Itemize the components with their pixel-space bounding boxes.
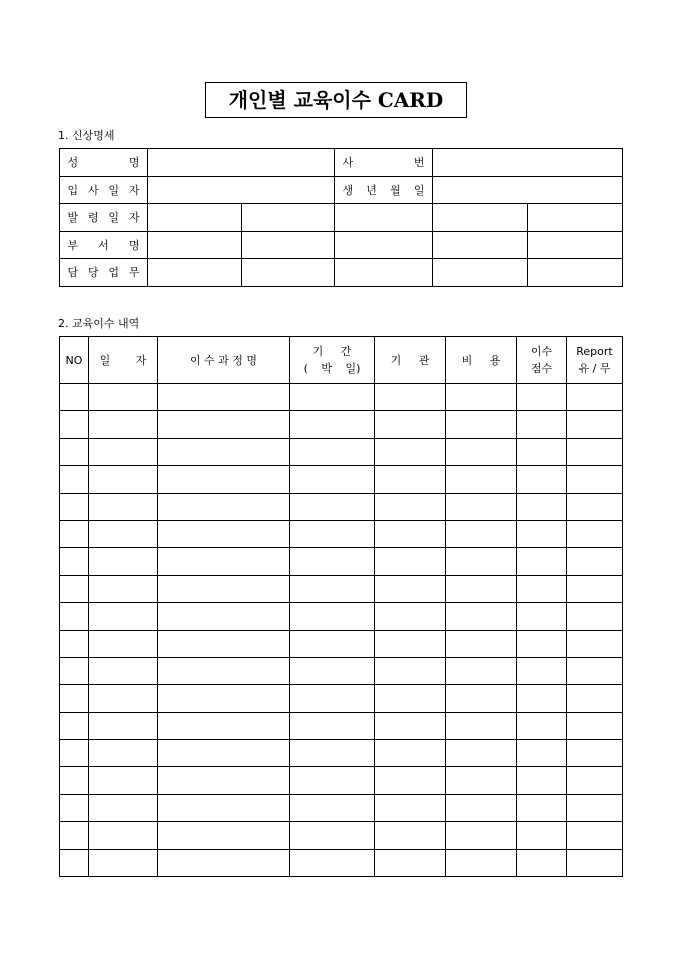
date-cell[interactable] (89, 603, 158, 630)
table-row (60, 685, 623, 712)
table-row (60, 520, 623, 547)
table-row (60, 657, 623, 684)
course-cell[interactable] (158, 466, 290, 493)
no-cell[interactable] (60, 438, 89, 465)
period-cell[interactable] (290, 740, 375, 767)
cell[interactable] (528, 204, 623, 232)
institution-cell[interactable] (375, 411, 446, 438)
score-cell[interactable] (517, 520, 567, 547)
table-row (60, 466, 623, 493)
score-cell[interactable] (517, 630, 567, 657)
period-cell[interactable] (290, 384, 375, 411)
table-row (60, 231, 623, 259)
no-cell[interactable] (60, 657, 89, 684)
institution-cell[interactable] (375, 849, 446, 876)
institution-cell[interactable] (375, 740, 446, 767)
score-cell[interactable] (517, 438, 567, 465)
institution-cell[interactable] (375, 520, 446, 547)
col-header-report (567, 337, 623, 384)
cost-cell[interactable] (446, 767, 517, 794)
period-cell[interactable] (290, 767, 375, 794)
institution-cell[interactable] (375, 657, 446, 684)
cell[interactable] (242, 259, 335, 287)
col-header-course: 이 수 과 정 명 (158, 337, 290, 384)
cost-cell[interactable] (446, 520, 517, 547)
cell[interactable] (528, 231, 623, 259)
label-appointment-date: 발 령 일 자 (67, 211, 140, 225)
date-cell[interactable] (89, 575, 158, 602)
cost-cell[interactable] (446, 740, 517, 767)
score-cell[interactable] (517, 466, 567, 493)
no-cell[interactable] (60, 520, 89, 547)
cost-cell[interactable] (446, 438, 517, 465)
no-cell[interactable] (60, 630, 89, 657)
no-cell[interactable] (60, 822, 89, 849)
period-cell[interactable] (290, 849, 375, 876)
table-row (60, 603, 623, 630)
institution-cell[interactable] (375, 575, 446, 602)
table-row (60, 384, 623, 411)
no-cell[interactable] (60, 575, 89, 602)
table-row (60, 204, 623, 232)
score-cell[interactable] (517, 575, 567, 602)
cost-cell[interactable] (446, 657, 517, 684)
course-cell[interactable] (158, 712, 290, 739)
cost-cell[interactable] (446, 712, 517, 739)
section-heading-education: 2. 교육이수 내역 (58, 317, 140, 330)
score-cell[interactable] (517, 548, 567, 575)
cost-cell[interactable] (446, 794, 517, 821)
institution-cell[interactable] (375, 767, 446, 794)
col-header-period (290, 337, 375, 384)
period-cell[interactable] (290, 466, 375, 493)
report-cell[interactable] (567, 657, 623, 684)
report-cell[interactable] (567, 466, 623, 493)
label-birth-date: 생 년 월 일 (342, 183, 425, 197)
report-cell[interactable] (567, 548, 623, 575)
report-cell[interactable] (567, 740, 623, 767)
report-label-bottom: 유 / 무 (578, 362, 611, 375)
table-row (60, 575, 623, 602)
cost-cell[interactable] (446, 822, 517, 849)
course-cell[interactable] (158, 575, 290, 602)
period-cell[interactable] (290, 493, 375, 520)
table-header-row (60, 337, 623, 384)
report-cell[interactable] (567, 411, 623, 438)
table-row (60, 411, 623, 438)
period-unit-label: ( 박 일) (303, 362, 361, 375)
report-cell[interactable] (567, 575, 623, 602)
cost-cell[interactable] (446, 384, 517, 411)
cost-cell[interactable] (446, 411, 517, 438)
cost-cell[interactable] (446, 548, 517, 575)
table-row (60, 822, 623, 849)
cost-cell[interactable] (446, 575, 517, 602)
date-cell[interactable] (89, 548, 158, 575)
course-cell[interactable] (158, 685, 290, 712)
cost-cell[interactable] (446, 466, 517, 493)
report-cell[interactable] (567, 520, 623, 547)
cell[interactable] (148, 204, 242, 232)
table-row (60, 149, 623, 177)
score-cell[interactable] (517, 603, 567, 630)
date-cell[interactable] (89, 384, 158, 411)
cell[interactable] (528, 259, 623, 287)
score-cell[interactable] (517, 849, 567, 876)
cost-cell[interactable] (446, 493, 517, 520)
period-cell[interactable] (290, 822, 375, 849)
date-cell[interactable] (89, 520, 158, 547)
label-employee-no: 사 번 (342, 156, 425, 170)
cell[interactable] (433, 231, 528, 259)
table-row (60, 794, 623, 821)
course-cell[interactable] (158, 520, 290, 547)
table-row (60, 630, 623, 657)
score-cell[interactable] (517, 712, 567, 739)
score-cell[interactable] (517, 794, 567, 821)
period-cell[interactable] (290, 712, 375, 739)
course-cell[interactable] (158, 438, 290, 465)
course-cell[interactable] (158, 411, 290, 438)
page-title: 개인별 교육이수 CARD (205, 82, 467, 118)
report-cell[interactable] (567, 438, 623, 465)
no-cell[interactable] (60, 740, 89, 767)
employee-no-field[interactable] (433, 149, 623, 177)
table-row (60, 438, 623, 465)
no-cell[interactable] (60, 794, 89, 821)
period-cell[interactable] (290, 630, 375, 657)
cost-cell[interactable] (446, 603, 517, 630)
report-cell[interactable] (567, 822, 623, 849)
date-cell[interactable] (89, 466, 158, 493)
date-cell[interactable] (89, 411, 158, 438)
no-cell[interactable] (60, 384, 89, 411)
report-cell[interactable] (567, 685, 623, 712)
institution-cell[interactable] (375, 493, 446, 520)
no-cell[interactable] (60, 466, 89, 493)
no-cell[interactable] (60, 411, 89, 438)
cell[interactable] (242, 204, 335, 232)
course-cell[interactable] (158, 657, 290, 684)
col-header-date: 일 자 (89, 337, 158, 384)
no-cell[interactable] (60, 603, 89, 630)
period-cell[interactable] (290, 575, 375, 602)
education-rows (60, 384, 623, 877)
cell[interactable] (433, 204, 528, 232)
score-cell[interactable] (517, 822, 567, 849)
report-cell[interactable] (567, 767, 623, 794)
no-cell[interactable] (60, 712, 89, 739)
table-row (60, 740, 623, 767)
date-cell[interactable] (89, 685, 158, 712)
table-row (60, 259, 623, 287)
course-cell[interactable] (158, 740, 290, 767)
cell[interactable] (433, 259, 528, 287)
course-cell[interactable] (158, 630, 290, 657)
date-cell[interactable] (89, 794, 158, 821)
course-cell[interactable] (158, 767, 290, 794)
col-header-cost: 비 용 (446, 337, 517, 384)
table-row (60, 712, 623, 739)
period-cell[interactable] (290, 603, 375, 630)
no-cell[interactable] (60, 849, 89, 876)
date-cell[interactable] (89, 740, 158, 767)
label-department: 부 서 명 (67, 238, 140, 252)
period-cell[interactable] (290, 411, 375, 438)
col-header-institution: 기 관 (375, 337, 446, 384)
cost-cell[interactable] (446, 630, 517, 657)
institution-cell[interactable] (375, 822, 446, 849)
date-cell[interactable] (89, 630, 158, 657)
score-cell[interactable] (517, 411, 567, 438)
cell[interactable] (242, 231, 335, 259)
period-label: 기 간 (312, 345, 352, 358)
score-cell[interactable] (517, 493, 567, 520)
period-cell[interactable] (290, 685, 375, 712)
date-cell[interactable] (89, 849, 158, 876)
date-cell[interactable] (89, 822, 158, 849)
period-cell[interactable] (290, 520, 375, 547)
course-cell[interactable] (158, 822, 290, 849)
course-cell[interactable] (158, 384, 290, 411)
score-cell[interactable] (517, 767, 567, 794)
date-cell[interactable] (89, 767, 158, 794)
hire-date-field[interactable] (148, 176, 335, 204)
col-header-no: NO (60, 337, 89, 384)
date-cell[interactable] (89, 438, 158, 465)
education-history-table (59, 336, 623, 877)
cost-cell[interactable] (446, 849, 517, 876)
report-cell[interactable] (567, 794, 623, 821)
cost-cell[interactable] (446, 685, 517, 712)
no-cell[interactable] (60, 685, 89, 712)
institution-cell[interactable] (375, 630, 446, 657)
institution-cell[interactable] (375, 794, 446, 821)
label-name: 성 명 (67, 156, 140, 170)
birth-date-field[interactable] (433, 176, 623, 204)
table-row (60, 176, 623, 204)
score-cell[interactable] (517, 685, 567, 712)
date-cell[interactable] (89, 493, 158, 520)
report-cell[interactable] (567, 712, 623, 739)
cell[interactable] (148, 259, 242, 287)
no-cell[interactable] (60, 493, 89, 520)
table-row (60, 849, 623, 876)
score-cell[interactable] (517, 657, 567, 684)
personal-info-table (59, 148, 623, 287)
course-cell[interactable] (158, 603, 290, 630)
course-cell[interactable] (158, 849, 290, 876)
period-cell[interactable] (290, 438, 375, 465)
score-cell[interactable] (517, 384, 567, 411)
report-cell[interactable] (567, 603, 623, 630)
institution-cell[interactable] (375, 685, 446, 712)
report-cell[interactable] (567, 849, 623, 876)
cell[interactable] (335, 259, 433, 287)
label-duty: 담 당 업 무 (67, 266, 140, 280)
course-cell[interactable] (158, 548, 290, 575)
label-hire-date: 입 사 일 자 (67, 183, 140, 197)
cell[interactable] (148, 231, 242, 259)
name-field[interactable] (148, 149, 335, 177)
col-header-score (517, 337, 567, 384)
cell[interactable] (335, 204, 433, 232)
institution-cell[interactable] (375, 438, 446, 465)
institution-cell[interactable] (375, 603, 446, 630)
course-cell[interactable] (158, 493, 290, 520)
cell[interactable] (335, 231, 433, 259)
report-label-top: Report (576, 345, 613, 358)
period-cell[interactable] (290, 548, 375, 575)
score-cell[interactable] (517, 740, 567, 767)
institution-cell[interactable] (375, 712, 446, 739)
course-cell[interactable] (158, 794, 290, 821)
report-cell[interactable] (567, 384, 623, 411)
institution-cell[interactable] (375, 384, 446, 411)
date-cell[interactable] (89, 657, 158, 684)
table-row (60, 548, 623, 575)
table-row (60, 767, 623, 794)
score-label-bottom: 점수 (530, 362, 553, 375)
table-row (60, 493, 623, 520)
institution-cell[interactable] (375, 548, 446, 575)
no-cell[interactable] (60, 548, 89, 575)
date-cell[interactable] (89, 712, 158, 739)
period-cell[interactable] (290, 657, 375, 684)
no-cell[interactable] (60, 767, 89, 794)
section-heading-personal: 1. 신상명세 (58, 129, 115, 142)
score-label-top: 이수 (530, 345, 553, 358)
report-cell[interactable] (567, 493, 623, 520)
institution-cell[interactable] (375, 466, 446, 493)
report-cell[interactable] (567, 630, 623, 657)
period-cell[interactable] (290, 794, 375, 821)
